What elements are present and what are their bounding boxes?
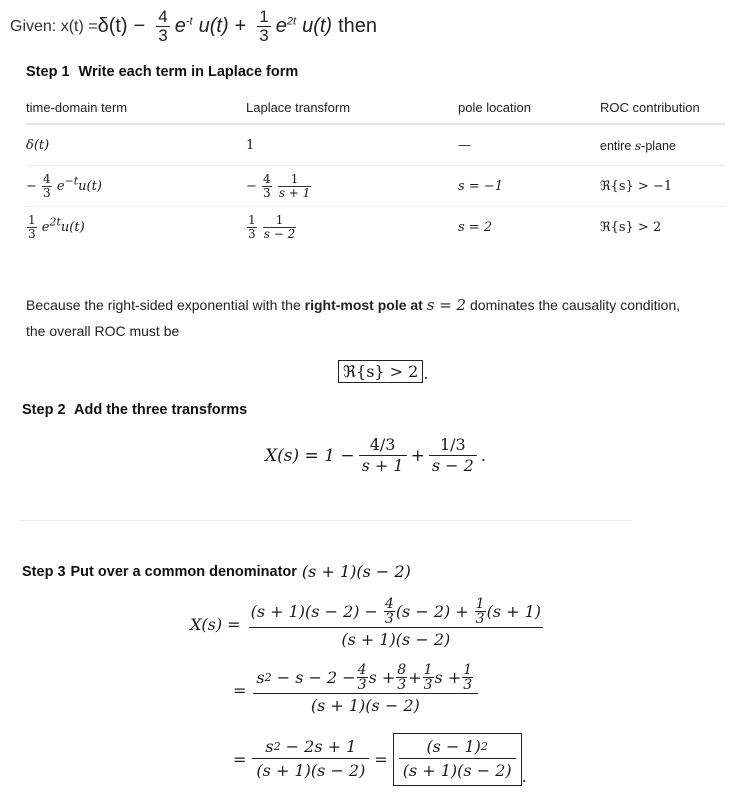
minus-sign: −: [364, 601, 378, 621]
unit-step: u(t): [78, 178, 102, 194]
roc-result-box: ℜ{s} > 2: [338, 360, 423, 383]
delta-term: δ(t): [97, 15, 128, 37]
period: .: [480, 445, 487, 466]
fraction-term-1: [359, 435, 407, 476]
sign: −: [246, 178, 257, 194]
period: .: [521, 767, 527, 786]
denominator: s − 2: [263, 226, 296, 241]
denominator: 3: [43, 185, 51, 200]
given-label: Given: x(t) =: [10, 17, 98, 35]
pole-cell: s = 2: [458, 219, 493, 235]
pole-cell: —: [458, 124, 600, 166]
unit-step-1: u(t): [198, 15, 229, 37]
s-term: s: [256, 667, 265, 687]
denominator: 3: [158, 26, 168, 45]
roc-result: [338, 360, 428, 383]
exp-power: -t: [185, 15, 193, 28]
exp-term-2: [276, 15, 296, 38]
simplified-fraction: [252, 737, 369, 782]
step-title: Put over a common denominator: [70, 563, 297, 580]
step3-line3: [233, 733, 527, 786]
denominator: s + 1: [359, 455, 407, 476]
laplace-cell: 1: [246, 124, 458, 166]
step-title: Write each term in Laplace form: [78, 64, 299, 80]
step-title: Add the three transforms: [74, 402, 248, 418]
given-formula: [98, 8, 377, 45]
denominator: s − 2: [429, 455, 477, 476]
s-term: s: [265, 737, 274, 756]
equals-sign: =: [233, 680, 247, 700]
equals-sign: =: [374, 750, 388, 769]
denominator: 3: [384, 611, 394, 627]
exp-base: e: [174, 15, 186, 37]
final-answer-box: [393, 733, 522, 786]
denominator: (s + 1)(s − 2): [249, 627, 544, 651]
numerator: 1: [463, 662, 473, 678]
step2-heading: [22, 402, 247, 418]
time-term-cell: [26, 166, 246, 207]
numerator: 1: [259, 7, 269, 26]
laplace-cell: [246, 207, 458, 248]
equals-sign: =: [233, 750, 247, 769]
numerator: 1: [275, 212, 284, 227]
laplace-cell: [246, 166, 458, 207]
exp-power: 2t: [286, 15, 297, 28]
roc-cell: ℜ{s} > −1: [600, 166, 725, 207]
denominator: 3: [263, 185, 271, 200]
numerator: 4: [158, 7, 168, 26]
exp-power: 2t: [49, 215, 61, 229]
section-divider: [20, 520, 632, 521]
fraction: [462, 663, 473, 692]
exp-base: e: [56, 178, 65, 194]
roc-prefix: entire: [600, 138, 635, 153]
roc-explanation: [26, 292, 726, 344]
coef-fraction: [247, 214, 257, 241]
denominator: 3: [463, 677, 473, 693]
step-number: Step 2: [22, 402, 66, 418]
period: .: [423, 364, 429, 383]
numerator: 4: [43, 171, 51, 186]
table-row: [26, 166, 725, 207]
fraction: [423, 663, 434, 692]
coef-fraction: [262, 173, 272, 200]
numerator: 1: [28, 212, 36, 227]
denominator: (s + 1)(s − 2): [399, 758, 516, 782]
plus-sign: +: [410, 445, 425, 466]
terms: − 2s + 1: [280, 737, 357, 756]
table-header-row: [26, 97, 725, 124]
denominator: 3: [248, 226, 256, 241]
denominator: 3: [423, 677, 433, 693]
denominator: 3: [397, 677, 407, 693]
explanation-math: s = 2: [426, 296, 467, 314]
numerator: 4/3: [369, 435, 396, 454]
term-c: (s + 1): [486, 601, 542, 621]
fraction: [357, 663, 368, 692]
fraction: [396, 663, 407, 692]
table-row: [26, 124, 725, 166]
numerator: 4: [384, 596, 394, 612]
numerator: s 2 − s − 2 − $\frac{4}{3}$ s + $\frac{8}{3}$ + $\frac{1}{3}$ s + $\frac{1}{3}$: [256, 662, 473, 693]
term-a: (s + 1)(s − 2): [250, 601, 360, 621]
numerator: 1: [423, 662, 433, 678]
header-laplace: Laplace transform: [246, 97, 458, 124]
denominator: 3: [259, 26, 269, 45]
denominator: 3: [475, 611, 485, 627]
roc-suffix: -plane: [641, 138, 676, 153]
denominator: 3: [357, 677, 367, 693]
step-number: Step 3: [22, 563, 66, 580]
coef-fraction: [384, 597, 395, 626]
fraction-term-2: [429, 435, 477, 476]
equation-lhs: X(s) = 1 −: [265, 445, 355, 466]
coef-fraction: [27, 214, 37, 241]
transform-fraction: [263, 214, 296, 241]
step1-heading: [26, 64, 298, 80]
explanation-line2: the overall ROC must be: [26, 323, 180, 339]
terms: s +: [434, 667, 462, 687]
plus-sign: +: [455, 601, 469, 621]
roc-cell: ℜ{s} > 2: [600, 219, 662, 235]
exp-term-1: [175, 15, 193, 38]
terms: +: [408, 667, 422, 687]
numerator: 1: [248, 212, 256, 227]
coef-fraction: [42, 173, 52, 200]
pole-cell: s = −1: [458, 166, 600, 207]
unit-step-2: u(t): [302, 15, 333, 37]
denominator: s + 1: [278, 185, 311, 200]
time-term-cell: δ(t): [26, 124, 246, 166]
step-number: Step 1: [26, 64, 70, 80]
sign: −: [26, 178, 37, 194]
table-row: [26, 207, 725, 248]
factor: (s − 1): [426, 737, 481, 756]
exp-base: e: [41, 219, 50, 235]
numerator: 1: [475, 596, 485, 612]
fraction-4-3: [156, 8, 169, 45]
step2-equation: [265, 435, 486, 476]
exp-power: −t: [64, 174, 79, 188]
numerator: s 2 − 2s + 1: [265, 737, 357, 756]
explanation-text: Because the right-sided exponential with the: [26, 297, 305, 313]
time-term-cell: [26, 207, 246, 248]
denominator: 3: [28, 226, 36, 241]
terms: s +: [368, 667, 396, 687]
step3-heading: [22, 562, 411, 581]
roc-var: s: [634, 137, 642, 153]
header-time-domain: time-domain term: [26, 97, 246, 124]
term-b: (s − 2): [395, 601, 451, 621]
given-expression: [10, 8, 377, 45]
final-fraction: [399, 737, 516, 782]
expanded-fraction: [252, 663, 478, 717]
exp-base: e: [275, 15, 287, 37]
roc-cell: [600, 124, 725, 166]
exp-term: [56, 174, 79, 194]
step3-line2: [233, 663, 478, 717]
minus-sign: −: [133, 15, 146, 37]
terms: − s − 2 −: [271, 667, 356, 687]
numerator: 4: [357, 662, 367, 678]
equation-lhs: X(s) =: [190, 614, 241, 634]
step3-line1: [190, 597, 545, 651]
explanation-bold: right-most pole at: [304, 297, 427, 313]
combined-fraction: [247, 597, 545, 651]
numerator: 1: [290, 171, 299, 186]
plus-sign: +: [234, 15, 247, 37]
unit-step: u(t): [60, 219, 85, 235]
header-roc: ROC contribution: [600, 97, 725, 124]
numerator: 1/3: [439, 435, 466, 454]
numerator: 8: [397, 662, 407, 678]
numerator: [247, 597, 545, 627]
numerator: (s − 1) 2: [426, 737, 488, 756]
fraction-1-3: [257, 8, 270, 45]
coef-fraction: [475, 597, 486, 626]
explanation-text-post: dominates the causality condition,: [466, 297, 681, 313]
transform-fraction: [278, 173, 311, 200]
step-title-math: (s + 1)(s − 2): [301, 562, 411, 581]
exp-term: [41, 215, 61, 235]
denominator: (s + 1)(s − 2): [252, 758, 369, 782]
header-pole: pole location: [458, 97, 600, 124]
then-text: then: [338, 15, 378, 37]
numerator: 4: [263, 171, 271, 186]
denominator: (s + 1)(s − 2): [253, 693, 478, 717]
laplace-table: [26, 97, 725, 247]
